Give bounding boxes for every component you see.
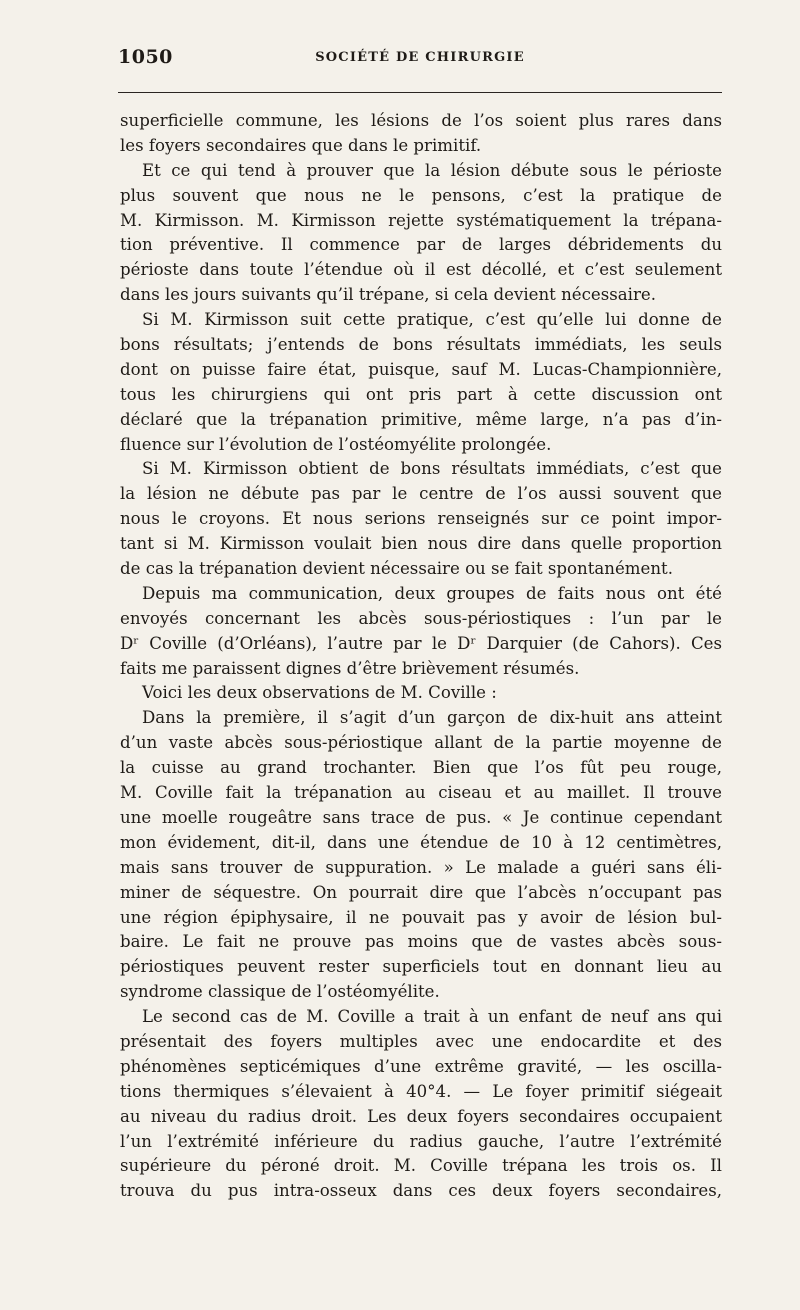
text-line: faits me paraissent dignes d’être brièvement résumés. — [120, 658, 580, 678]
text-line: Voici les deux observations de M. Coville : — [142, 683, 497, 703]
text-line: dans les jours suivants qu’il trépane, si cela devient nécessaire. — [120, 285, 656, 305]
body-text — [120, 109, 722, 1204]
text-line: tous les chirurgiens qui ont pris part à cette discussion ont — [120, 384, 722, 404]
text-line: au niveau du radius droit. Les deux foyers secondaires occupaient — [120, 1106, 722, 1126]
text-line: mais sans trouver de suppuration. » Le malade a guéri sans éli- — [120, 857, 722, 877]
text-line: phénomènes septicémiques d’une extrême gravité, — les oscilla- — [120, 1056, 722, 1076]
text-line: supérieure du péroné droit. M. Coville trépana les trois os. Il — [120, 1156, 722, 1176]
page-header — [118, 46, 722, 80]
text-line: Dans la première, il s’agit d’un garçon de dix-huit ans atteint — [142, 708, 722, 728]
text-line: tions thermiques s’élevaient à 40°4. — Le foyer primitif siégeait — [120, 1081, 722, 1101]
text-line: tion préventive. Il commence par de larges débridements du — [120, 235, 722, 255]
text-line: la lésion ne débute pas par le centre de l’os aussi souvent que — [120, 484, 722, 504]
text-line: les foyers secondaires que dans le primitif. — [120, 135, 482, 155]
text-line: une région épiphysaire, il ne pouvait pas y avoir de lésion bul- — [120, 907, 722, 927]
text-line: envoyés concernant les abcès sous-périostiques : l’un par le — [120, 608, 722, 628]
text-line: nous le croyons. Et nous serions renseignés sur ce point impor- — [120, 509, 722, 529]
running-title: SOCIÉTÉ DE CHIRURGIE — [315, 50, 525, 65]
text-line: M. Coville fait la trépanation au ciseau et au maillet. Il trouve — [120, 783, 722, 803]
text-line: Et ce qui tend à prouver que la lésion débute sous le périoste — [142, 160, 722, 180]
text-line: M. Kirmisson. M. Kirmisson rejette systématiquement la trépana- — [120, 210, 722, 230]
text-line: bons résultats; j’entends de bons résultats immédiats, les seuls — [120, 335, 722, 355]
page-number: 1050 — [118, 46, 173, 68]
text-line: périoste dans toute l’étendue où il est décollé, et c’est seulement — [120, 260, 722, 280]
text-line: tant si M. Kirmisson voulait bien nous dire dans quelle proportion — [120, 534, 722, 554]
text-line: syndrome classique de l’ostéomyélite. — [120, 982, 440, 1002]
text-line: Si M. Kirmisson obtient de bons résultats immédiats, c’est que — [142, 459, 722, 479]
header-rule — [118, 92, 722, 93]
text-line: Depuis ma communication, deux groupes de faits nous ont été — [142, 583, 722, 603]
text-line: baire. Le fait ne prouve pas moins que de vastes abcès sous- — [120, 932, 722, 952]
text-line: l’un l’extrémité inférieure du radius gauche, l’autre l’extrémité — [120, 1131, 722, 1151]
text-line: présentait des foyers multiples avec une endocardite et des — [120, 1031, 722, 1051]
text-line: Dʳ Coville (d’Orléans), l’autre par le Dʳ Darquier (de Cahors). Ces — [120, 633, 722, 653]
text-line: d’un vaste abcès sous-périostique allant de la partie moyenne de — [120, 733, 722, 753]
text-line: déclaré que la trépanation primitive, même large, n’a pas d’in- — [120, 409, 722, 429]
text-line: la cuisse au grand trochanter. Bien que l’os fût peu rouge, — [120, 758, 722, 778]
text-line: une moelle rougeâtre sans trace de pus. « Je continue cependant — [120, 807, 722, 827]
text-line: superficielle commune, les lésions de l’os soient plus rares dans — [120, 111, 722, 130]
text-line: Si M. Kirmisson suit cette pratique, c’est qu’elle lui donne de — [142, 310, 722, 330]
text-line: miner de séquestre. On pourrait dire que l’abcès n’occupant pas — [120, 882, 722, 902]
text-line: Le second cas de M. Coville a trait à un enfant de neuf ans qui — [142, 1007, 722, 1027]
text-line: trouva du pus intra-osseux dans ces deux foyers secondaires, — [120, 1181, 722, 1201]
text-line: dont on puisse faire état, puisque, sauf M. Lucas-Championnière, — [120, 359, 722, 379]
text-line: mon évidement, dit-il, dans une étendue de 10 à 12 centimètres, — [120, 832, 722, 852]
text-line: de cas la trépanation devient nécessaire ou se fait spontanément. — [120, 559, 673, 579]
text-line: fluence sur l’évolution de l’ostéomyélite prolongée. — [120, 434, 552, 454]
text-line: plus souvent que nous ne le pensons, c’est la pratique de — [120, 185, 722, 205]
text-line: périostiques peuvent rester superficiels tout en donnant lieu au — [120, 957, 722, 977]
